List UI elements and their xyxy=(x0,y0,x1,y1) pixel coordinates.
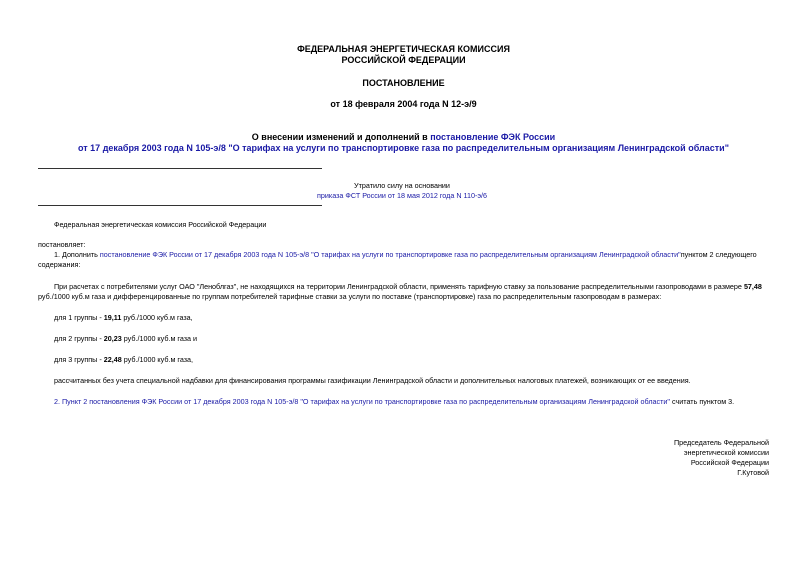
org-name-line1: ФЕДЕРАЛЬНАЯ ЭНЕРГЕТИЧЕСКАЯ КОМИССИЯ xyxy=(297,44,510,54)
divider-bottom xyxy=(38,205,322,206)
divider-top xyxy=(38,168,322,169)
title-link-part2[interactable]: от 17 декабря 2003 года N 105-э/8 "О тарифах на услуги по транспортировке газа по распределительным организациям Ленинградской области" xyxy=(78,143,729,153)
point-1-prefix: 1. Дополнить xyxy=(54,250,100,259)
status-link[interactable]: приказа ФСТ России от 18 мая 2012 года N 110-э/6 xyxy=(316,191,488,200)
signature-name: Г.Кутовой xyxy=(737,468,769,477)
group-1-prefix: для 1 группы - xyxy=(54,313,104,322)
rates-text: При расчетах с потребителями услуг ОАО "Леноблгаз", не находящихся на территории Ленинградской области, применять тарифную ставку за пользование распределительными газопроводами в размере xyxy=(54,282,744,291)
rates-base-value: 57,48 xyxy=(743,282,762,291)
group-1-rate xyxy=(54,313,193,323)
point-1-suffix: пунктом 2 следующего xyxy=(680,250,757,259)
group-2-suffix: руб./1000 куб.м газа и xyxy=(121,334,198,343)
group-3-rate xyxy=(54,355,193,365)
group-2-prefix: для 2 группы - xyxy=(54,334,104,343)
document-date: от 18 февраля 2004 года N 12-э/9 xyxy=(330,99,477,109)
point-2 xyxy=(54,397,734,407)
calc-note: рассчитанных без учета специальной надбавки для финансирования программы газификации Ленинградской области и дополнительных налоговых платежей, возникающих от ее введения. xyxy=(54,376,691,385)
point-1-line2: содержания: xyxy=(38,260,81,269)
rates-line2: руб./1000 куб.м газа и дифференцированные по группам потребителей тарифные ставки за услуги по поставке (транспортировке) газа по распределительным газопроводам в размерах: xyxy=(38,292,662,301)
group-3-value: 22,48 xyxy=(103,355,122,364)
point-2-link[interactable]: Пункт 2 постановления ФЭК России от 17 декабря 2003 года N 105-э/8 "О тарифах на услуги по транспортировке газа по распределительным организациям Ленинградской области" xyxy=(62,397,670,406)
group-2-value: 20,23 xyxy=(103,334,122,343)
org-name-line2: РОССИЙСКОЙ ФЕДЕРАЦИИ xyxy=(341,55,466,65)
point-2-suffix: считать пунктом 3. xyxy=(669,397,735,406)
intro-text: Федеральная энергетическая комиссия Российской Федерации xyxy=(54,220,267,229)
group-1-suffix: руб./1000 куб.м газа, xyxy=(121,313,193,322)
point-1-link[interactable]: постановление ФЭК России от 17 декабря 2003 года N 105-э/8 "О тарифах на услуги по транспортировке газа по распределительным организациям Ленинградской области" xyxy=(99,250,681,259)
signature-line1: Председатель Федеральной xyxy=(674,438,769,447)
document-type: ПОСТАНОВЛЕНИЕ xyxy=(362,78,445,88)
paragraph-rates xyxy=(54,282,762,292)
point-2-number: 2. xyxy=(54,397,62,406)
point-1 xyxy=(54,250,757,260)
title-prefix: О внесении изменений и дополнений в xyxy=(251,132,431,142)
title-link-part1[interactable]: постановление ФЭК России xyxy=(430,132,556,142)
document-title-line1 xyxy=(0,132,807,143)
decree-text: постановляет: xyxy=(38,240,86,249)
group-1-value: 19,11 xyxy=(103,313,122,322)
signature-line2: энергетической комиссии xyxy=(683,448,769,457)
status-label: Утратило силу на основании xyxy=(354,181,450,190)
signature-line3: Российской Федерации xyxy=(690,458,769,467)
group-3-prefix: для 3 группы - xyxy=(54,355,104,364)
group-3-suffix: руб./1000 куб.м газа, xyxy=(121,355,194,364)
group-2-rate xyxy=(54,334,197,344)
